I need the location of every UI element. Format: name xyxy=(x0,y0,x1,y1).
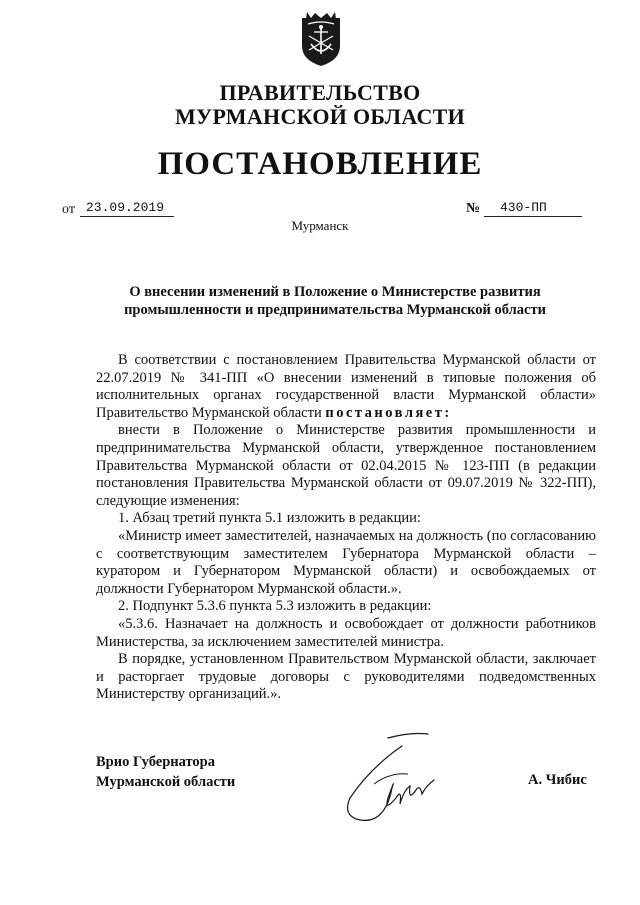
decree-word: постановляет: xyxy=(325,404,452,421)
document-date: 23.09.2019 xyxy=(80,200,174,217)
paragraph-item2-quote1: «5.3.6. Назначает на должность и освобождает от должности работников Министерства, за исключением заместителей министра. xyxy=(96,615,596,650)
document-type-title: ПОСТАНОВЛЕНИЕ xyxy=(157,146,483,182)
paragraph-main: внести в Положение о Министерстве развития промышленности и предпринимательства Мурманской области, утвержденное постановлением Правительства Мурманской области от 02.04.2015 № 123-ПП (в редакции постановления Правительства Мурманской области от 09.07.2019 № 322-ПП), следующие изменения: xyxy=(96,422,596,509)
org-name-line2: МУРМАНСКОЙ ОБЛАСТИ xyxy=(174,104,466,129)
preamble-text: В соответствии с постановлением Правительства Мурманской области от 22.07.2019 № 341-ПП «О внесении изменений в типовые положения об исполнительных органах государственной власти Мурманской области» Правительство Мурманской области xyxy=(96,352,596,421)
paragraph-item2-quote2: В порядке, установленном Правительством Мурманской области, заключает и расторгает трудовые договоры с руководителями подведомственных Министерству организаций.». xyxy=(96,651,596,703)
subject-line2: промышленности и предпринимательства Мурманской области xyxy=(124,302,546,318)
paragraph-preamble xyxy=(96,352,596,422)
document-number: 430-ПП xyxy=(484,200,582,217)
number-label: № xyxy=(466,201,481,216)
document-body xyxy=(96,352,596,704)
signer-position-line1: Врио Губернатора xyxy=(96,754,215,770)
org-name-line1: ПРАВИТЕЛЬСТВО xyxy=(219,80,421,105)
date-label: от xyxy=(62,202,75,217)
signer-position xyxy=(96,752,235,792)
paragraph-item1: 1. Абзац третий пункта 5.1 изложить в редакции: xyxy=(118,510,421,527)
paragraph-item1-quote: «Министр имеет заместителей, назначаемых на должность (по согласованию с соответствующим заместителем Губернатора Мурманской области – куратором и Губернатором Мурманской области) и освобождаемых от должности Губернатором Мурманской области.». xyxy=(96,527,596,597)
paragraph-item2: 2. Подпункт 5.3.6 пункта 5.3 изложить в редакции: xyxy=(118,598,432,615)
handwritten-signature xyxy=(330,728,450,828)
city: Мурманск xyxy=(291,218,349,233)
signer-position-line2: Мурманской области xyxy=(96,774,236,790)
murmansk-coat-of-arms-icon xyxy=(299,10,343,68)
document-subject xyxy=(100,283,570,319)
signer-name: А. Чибис xyxy=(528,772,587,788)
subject-line1: О внесении изменений в Положение о Министерстве развития xyxy=(129,284,541,300)
